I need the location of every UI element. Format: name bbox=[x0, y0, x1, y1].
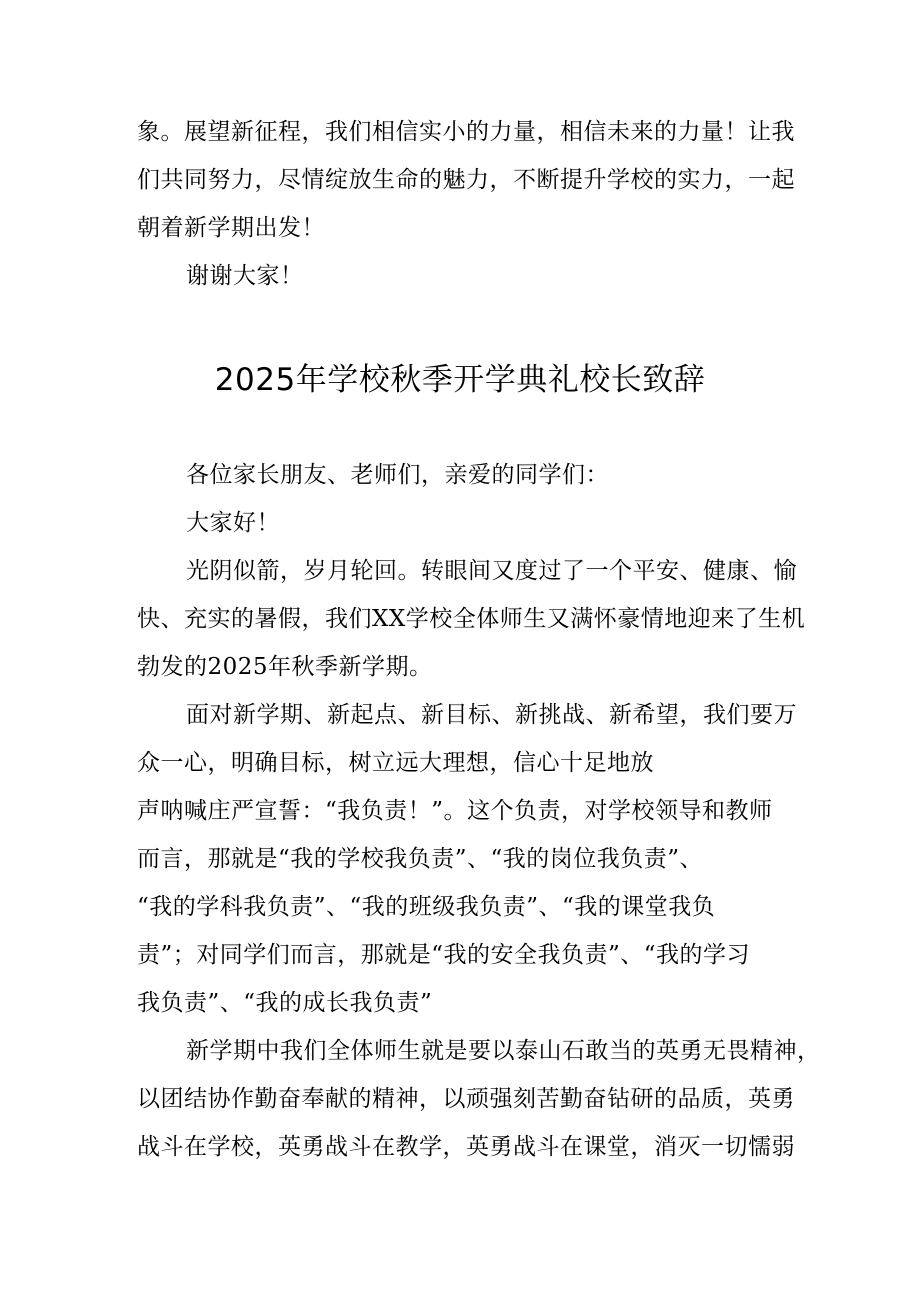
paragraph-1-line-1: 光阴似箭，岁月轮回。转眼间又度过了一个平安、健康、愉 bbox=[186, 558, 797, 584]
salutation: 各位家长朋友、老师们，亲爱的同学们： bbox=[186, 462, 609, 488]
paragraph-2-line-5: “我的学科我负责”、“我的班级我负责”、“我的课堂我负 bbox=[137, 894, 716, 920]
paragraph-3-line-2: 以团结协作勤奋奉献的精神，以顽强刻苦勤奋钻研的品质，英勇 bbox=[137, 1086, 795, 1112]
paragraph-1-line-3: 勃发的2025年秋季新学期。 bbox=[137, 654, 433, 680]
greeting: 大家好！ bbox=[186, 510, 280, 536]
closing-thanks: 谢谢大家！ bbox=[186, 263, 304, 289]
paragraph-2-line-1: 面对新学期、新起点、新目标、新挑战、新希望，我们要万 bbox=[186, 702, 797, 728]
document-title: 2025年学校秋季开学典礼校长致辞 bbox=[214, 362, 706, 398]
paragraph-1-line-2: 快、充实的暑假，我们XX学校全体师生又满怀豪情地迎来了生机 bbox=[137, 606, 806, 632]
paragraph-2-line-2: 众一心，明确目标，树立远大理想，信心十足地放 bbox=[137, 750, 654, 776]
prev-paragraph-line-2: 们共同努力，尽情绽放生命的魅力，不断提升学校的实力，一起 bbox=[137, 167, 795, 193]
prev-paragraph-line-3: 朝着新学期出发！ bbox=[137, 215, 325, 241]
paragraph-3-line-1: 新学期中我们全体师生就是要以泰山石敢当的英勇无畏精神， bbox=[186, 1038, 821, 1064]
paragraph-3-line-3: 战斗在学校，英勇战斗在教学，英勇战斗在课堂，消灭一切懦弱 bbox=[137, 1134, 795, 1160]
prev-paragraph-line-1: 象。展望新征程，我们相信实小的力量，相信未来的力量！让我 bbox=[137, 119, 795, 145]
paragraph-2-line-4: 而言，那就是“我的学校我负责”、“我的岗位我负责”、 bbox=[137, 846, 704, 872]
paragraph-2-line-6: 责”；对同学们而言，那就是“我的安全我负责”、“我的学习 bbox=[137, 942, 751, 968]
paragraph-2-line-7: 我负责”、“我的成长我负责” bbox=[137, 990, 433, 1016]
paragraph-2-line-3: 声呐喊庄严宣誓：“我负责！”。这个负责，对学校领导和教师 bbox=[137, 798, 773, 824]
